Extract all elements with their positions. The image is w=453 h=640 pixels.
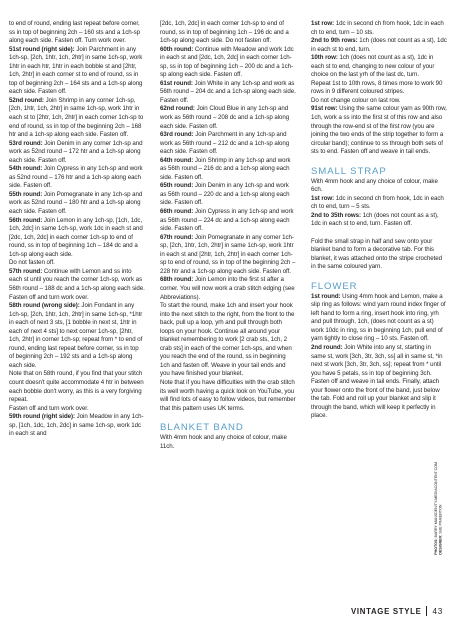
instruction-text: 1ch (does not count as a st), 1dc in each st to end, turn. Fasten off. <box>311 211 439 228</box>
column-right-body <box>311 20 447 157</box>
text-column-middle <box>160 20 296 451</box>
instruction-paragraph <box>9 268 145 294</box>
designer-label: DESIGNER: <box>438 534 443 555</box>
instruction-paragraph <box>311 80 447 97</box>
instruction-paragraph <box>9 97 145 140</box>
instruction-text: Join Denim in any 1ch-sp and work as 56th round – 220 dc and a 1ch-sp along each side. Fasten off. <box>160 182 290 207</box>
row-label: 61st round: <box>160 79 193 87</box>
photos-label: PHOTOS: <box>434 538 438 555</box>
instruction-paragraph <box>311 212 447 229</box>
instruction-paragraph <box>311 37 447 54</box>
instruction-text: Note that if you have difficulties with the crab stitch its well worth having a quick look on YouTube, you will find lots of easy to follow videos, but remember that this pattern uses UK terms. <box>160 378 296 412</box>
column-middle-body <box>160 20 296 413</box>
text-column-left <box>9 20 145 439</box>
row-label: 2nd to 35th rows: <box>311 211 361 219</box>
instruction-paragraph <box>9 217 145 260</box>
row-label: 55th round: <box>9 190 43 198</box>
row-label: 57th round: <box>9 267 43 275</box>
paragraph-gap <box>311 229 447 238</box>
instruction-paragraph <box>160 234 296 277</box>
instruction-paragraph <box>160 208 296 234</box>
instruction-paragraph <box>311 54 447 80</box>
instruction-text: With 4mm hook and any choice of colour, make 11ch. <box>160 434 287 450</box>
instruction-paragraph <box>311 105 447 156</box>
instruction-paragraph <box>160 302 296 379</box>
row-label: 1st round: <box>311 292 341 300</box>
instruction-text: Join Pomegranate in any corner 1ch-sp, [2ch, 1htr, 1ch, 2htr] in same 1ch-sp, work 1htr in each st and [2htr, 1ch, 2htr] in each corner 1ch-sp to end of round, ss in top of the beginning 2ch – 228 htr and a 1ch-sp along each side. Fasten off. <box>160 233 296 275</box>
instruction-text: Continue with Meadow and work 1dc in each st and [2dc, 1ch, 2dc] in each corner 1ch-sp, ss in top of beginning 1ch – 200 dc and a 1ch-sp along each side. Fasten off. <box>160 45 294 79</box>
instruction-paragraph <box>9 405 145 414</box>
instruction-text: Join Shrimp in any corner 1ch-sp, [2ch, 1htr, 1ch, 2htr] in same 1ch-sp, work 1htr in each st to [2htr, 1ch, 2htr] in each corner 1ch-sp to end of round, ss in top of the beginning 2ch – 168 htr and a 1ch-sp along each side. Fasten off. <box>9 96 144 139</box>
instruction-text: Do not change colour on last row. <box>311 96 401 104</box>
row-label: 67th round: <box>160 233 194 241</box>
instruction-paragraph <box>9 413 145 439</box>
instruction-paragraph <box>160 379 296 413</box>
row-label: 2nd to 9th rows: <box>311 37 358 45</box>
section-heading-blanket-band: BLANKET BAND <box>160 422 244 434</box>
instruction-text: [2dc, 1ch, 2dc] in each corner 1ch-sp to end of round, ss in top of beginning 1ch – 196 dc and a 1ch-sp along each side. Do not fasten off. <box>160 20 289 45</box>
instruction-paragraph <box>9 46 145 97</box>
instruction-text: Repeat 1st to 10th rows, 8 times more to work 90 rows in 9 different coloured stripes. <box>311 79 443 96</box>
instruction-paragraph <box>160 20 296 46</box>
instruction-paragraph <box>311 195 447 212</box>
instruction-paragraph <box>160 105 296 131</box>
instruction-text: Fasten off and turn work over. <box>9 404 89 412</box>
instruction-paragraph <box>160 131 296 157</box>
row-label: 68th round: <box>160 276 194 284</box>
page-number: 43 <box>432 606 443 616</box>
row-label: 52nd round: <box>9 96 44 104</box>
instruction-paragraph <box>160 276 296 302</box>
instruction-text: Note that on 58th round, if you find that your stitch count doesn't quite accommodate 4 htr in between each bobble don't worry, as this is a very forgiving repeat. <box>9 370 144 404</box>
row-label: 10th row: <box>311 54 338 62</box>
instruction-text: Join Lemon in any 1ch-sp, [1ch, 1dc, 1ch, 2dc] in same 1ch-sp, work 1dc in each st and [2dc, 1ch, 2dc] in each corner 1ch-sp to end of round, ss in top of beginning 1ch – 184 dc and a 1ch-sp along each side. <box>9 216 143 258</box>
instruction-text: 1ch (does not count as a st), 1dc in each st to end, changing to new colour of your choice on the last yrh of the last dc, turn. <box>311 54 435 79</box>
instruction-text: to end of round, ending last repeat before corner, ss in top of beginning 2ch – 160 sts and a 1ch-sp along each side. Fasten off. Turn work over. <box>9 20 141 45</box>
row-label: 62nd round: <box>160 105 195 113</box>
instruction-text: 1dc in second ch from hook, 1dc in each ch to end, turn – 5 sts. <box>311 194 444 211</box>
instruction-paragraph <box>311 20 447 37</box>
page-footer <box>351 606 443 616</box>
instruction-text: Using 4mm hook and Lemon, make a slip ring as follows: wind yarn round index finger of left hand to form a ring, insert hook into ring, yrh and pull through, 1ch, (does not count as a st) work 10dc in ring, ss in beginning 1ch, pull end of yarn tightly to close ring – 10 sts. Fasten off. <box>311 292 446 343</box>
row-label: 51st round (right side): <box>9 45 75 53</box>
instruction-paragraph <box>311 97 447 106</box>
instruction-paragraph <box>9 191 145 217</box>
row-label: 91st row: <box>311 105 338 113</box>
instruction-text: Join Lemon into the first st after a corner. You will now work a crab stitch edging (see Abbreviations). <box>160 276 295 301</box>
section-heading-small-strap: SMALL STRAP <box>311 165 387 177</box>
row-label: 1st row: <box>311 194 335 202</box>
row-label: 2nd round: <box>311 344 343 351</box>
instruction-paragraph <box>160 157 296 183</box>
instruction-paragraph <box>9 165 145 191</box>
instruction-paragraph <box>9 294 145 303</box>
row-label: 53rd round: <box>9 139 43 147</box>
instruction-text: 1ch (does not count as a st), 1dc in each st to end, turn. <box>311 37 447 53</box>
row-label: 66th round: <box>160 208 194 216</box>
instruction-paragraph <box>160 182 296 208</box>
instruction-text: Join Shrimp in any 1ch-sp and work as 56th round – 216 dc and a 1ch-sp along each side. Fasten off. <box>160 156 291 181</box>
row-label: 65th round: <box>160 182 194 190</box>
instruction-text: Join Denim in any corner 1ch-sp and work as 52nd round – 172 htr and a 1ch-sp along each side. Fasten off. <box>9 139 143 164</box>
instruction-text: Join Parchment in any 1ch-sp, [2ch, 1htr, 1ch, 2htr] in same 1ch-sp, work 1htr in each htr, 1htr in each bobble st and [2htr, 1ch, 2htr] in each corner st to end of round, ss in top of beginning 2ch – 164 sts and a 1ch-sp along each side. Fasten off. <box>9 45 143 96</box>
instruction-paragraph <box>160 80 296 106</box>
footer-divider <box>426 606 427 616</box>
instruction-text: Fold the small strap in half and sew onto your blanket band to form a decorative tab. For this blanket, it was attached onto the stripe crocheted in the same coloured yarn. <box>311 237 442 271</box>
instruction-text: Do not fasten off. <box>9 259 55 267</box>
row-label: 63rd round: <box>160 131 194 139</box>
instruction-paragraph <box>311 344 447 421</box>
blanket-band-body <box>160 434 296 451</box>
instruction-paragraph <box>9 140 145 166</box>
instruction-text: Join Meadow in any 1ch-sp, [1ch, 1dc, 1ch, 2dc] in same 1ch-sp, work 1dc in each st and <box>9 413 144 438</box>
small-strap-body <box>311 178 447 272</box>
instruction-text: Fasten off and turn work over. <box>9 293 89 301</box>
section-heading-flower: FLOWER <box>311 280 358 292</box>
instruction-paragraph <box>9 20 145 46</box>
instruction-text: To start the round, make 1ch and insert your hook into the next stitch to the right, from the front to the back, pull up a loop, yrh and pull through both loops on your hook. Continue all around your blanket remembering to work [2 crab sts, 1ch, 2 crab sts] in each of the corner 1ch-sps, and when you reach the end of the round, ss in beginning 1ch and fasten off. Weave in your tail ends and you have finished your blanket. <box>160 302 295 378</box>
instruction-paragraph <box>160 46 296 80</box>
instruction-paragraph <box>311 293 447 344</box>
instruction-text: Join Pomegranate in any 1ch-sp and work as 52nd round – 180 htr and a 1ch-sp along each side. Fasten off. <box>9 190 143 216</box>
row-label: 54th round: <box>9 165 43 173</box>
instruction-text: Join Cloud Blue in any 1ch-sp and work as 56th round – 208 dc and a 1ch-sp along each side. Fasten off. <box>160 105 290 130</box>
instruction-paragraph <box>311 178 447 195</box>
instruction-text: With 4mm hook and any choice of colour, make 6ch. <box>311 177 438 194</box>
magazine-name: VINTAGE STYLE <box>351 606 422 616</box>
instruction-text: Join Cypress in any 1ch-sp and work as 56th round – 224 dc and a 1ch-sp along each side. Fasten off. <box>160 208 294 233</box>
designer-credit: SUE PINKERTON <box>438 504 443 535</box>
flower-body <box>311 293 447 421</box>
instruction-text: Join Fondant in any 1ch-sp, [2ch, 1htr, 1ch, 2htr] in same 1ch-sp, *1htr in each of next 3 sts, [1 bobble in next st, 1htr in each of next 4 sts] to next corner 1ch-sp, [2htr, 1ch, 2htr] in corner 1ch-sp; repeat from * to end of round, ending last repeat before corner, ss in top of beginning 2ch – 192 sts and a 1ch-sp along each side. <box>9 302 143 369</box>
instruction-text: Join Parchment in any 1ch-sp and work as 56th round – 212 dc and a 1ch-sp along each side. Fasten off. <box>160 131 290 156</box>
instruction-paragraph <box>160 434 296 451</box>
instruction-text: 1dc in second ch from hook, 1dc in each ch to end, turn – 10 sts. <box>311 20 444 36</box>
photos-credit: BARRY MANSDEN/TY-MEDIACONTENT.COM <box>434 462 438 539</box>
instruction-paragraph <box>9 259 145 268</box>
instruction-text: Continue with Lemon and ss into each st until you reach the corner 1ch-sp, work as 56th round – 188 dc and a 1ch-sp along each side. <box>9 267 145 292</box>
instruction-paragraph <box>311 238 447 272</box>
instruction-text: Join White into any st, starting in same st, work [3ch, 3tr, 3ch, ss] all in same st, *in next st work [3ch, 3tr, 3ch, ss]; repeat from * until you have 5 petals, ss in top of beginning 3ch. Fasten off and weave in tail ends. Finally, attach your flower onto the front of the band, just below the tab. Fold and roll up your blanket and slip it through the band, which will keep it perfectly in place. <box>311 344 443 420</box>
row-label: 64th round: <box>160 156 194 164</box>
text-column-right <box>311 20 447 421</box>
row-label: 60th round: <box>160 45 194 53</box>
row-label: 59th round (right side): <box>9 413 76 421</box>
instruction-paragraph <box>9 370 145 404</box>
instruction-text: Join White in any 1ch-sp and work as 56th round – 204 dc and a 1ch-sp along each side. Fasten off. <box>160 79 296 104</box>
photo-credits <box>434 462 443 555</box>
row-label: 56th round: <box>9 216 43 224</box>
row-label: 58th round (wrong side): <box>9 302 80 310</box>
instruction-text: Using the same colour yarn as 90th row, 1ch, work a ss into the first st of this row and also through the row-end st of the first row (you are joining the two ends of the strip together to form a circular band); continue to ss through both sets of sts to end. Fasten off and weave in tail ends. <box>311 105 447 156</box>
instruction-paragraph <box>9 302 145 370</box>
row-label: 1st row: <box>311 20 335 27</box>
instruction-text: Join Cypress in any 1ch-sp and work as 52nd round – 176 htr and a 1ch-sp along each side. Fasten off. <box>9 165 143 190</box>
